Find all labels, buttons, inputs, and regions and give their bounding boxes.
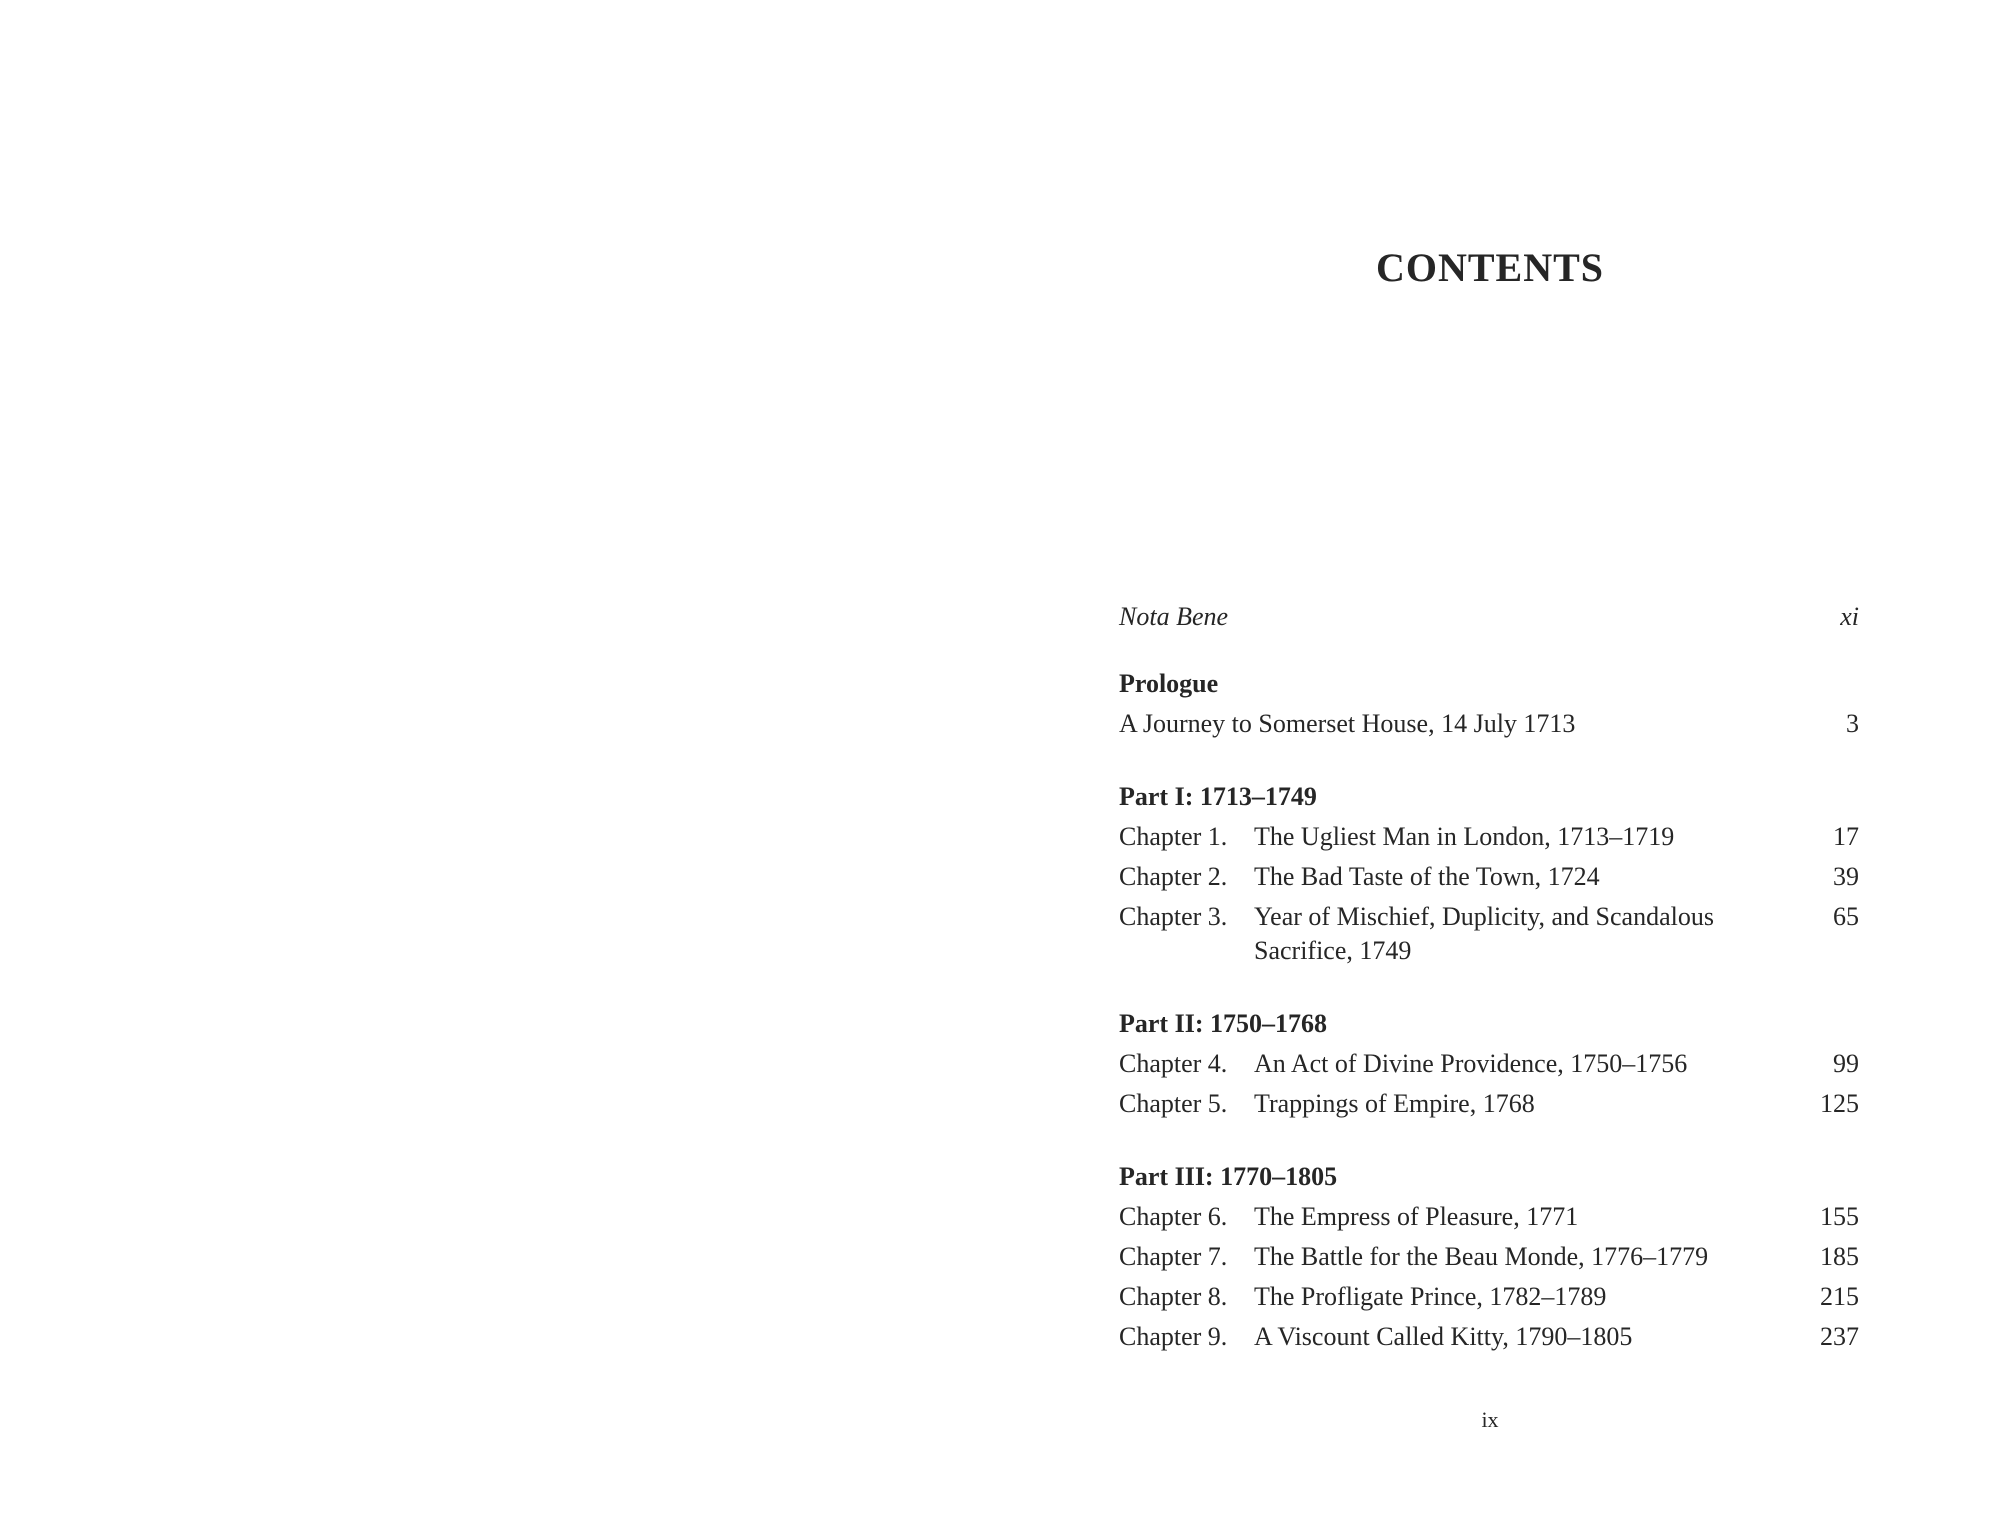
- toc-entry-chapter: [1119, 1280, 1859, 1320]
- part-heading: Part III: 1770–1805: [1119, 1162, 1338, 1191]
- chapter-page: 39: [1833, 862, 1859, 891]
- chapter-label: Chapter 5.: [1119, 1089, 1228, 1118]
- chapter-label: Chapter 9.: [1119, 1322, 1228, 1351]
- chapter-label: Chapter 3.: [1119, 902, 1228, 931]
- chapter-page: 65: [1833, 902, 1859, 931]
- chapter-title: Year of Mischief, Duplicity, and Scandalous Sacrifice, 1749: [1254, 902, 1714, 965]
- toc-entry-page: 3: [1846, 709, 1859, 738]
- part-heading: Part II: 1750–1768: [1119, 1009, 1327, 1038]
- chapter-title: The Empress of Pleasure, 1771: [1254, 1202, 1579, 1231]
- toc-entry-chapter: [1119, 900, 1859, 974]
- toc-entry-chapter: [1119, 1240, 1859, 1280]
- chapter-label: Chapter 8.: [1119, 1282, 1228, 1311]
- chapter-label: Chapter 1.: [1119, 822, 1228, 851]
- page-title: CONTENTS: [1375, 245, 1605, 290]
- toc-entry-chapter: [1119, 1087, 1859, 1127]
- chapter-label: Chapter 2.: [1119, 862, 1228, 891]
- chapter-title: An Act of Divine Providence, 1750–1756: [1254, 1049, 1688, 1078]
- chapter-title: The Profligate Prince, 1782–1789: [1254, 1282, 1607, 1311]
- toc-entry-chapter: [1119, 820, 1859, 860]
- toc-entry-title: Nota Bene: [1119, 602, 1229, 631]
- chapter-page: 215: [1820, 1282, 1859, 1311]
- toc-entry-page: xi: [1840, 602, 1859, 631]
- chapter-page: 125: [1820, 1089, 1859, 1118]
- toc-entry-chapter: [1119, 1047, 1859, 1087]
- page-number: ix: [1481, 1407, 1499, 1432]
- chapter-label: Chapter 6.: [1119, 1202, 1228, 1231]
- chapter-title: The Battle for the Beau Monde, 1776–1779: [1254, 1242, 1709, 1271]
- toc-entry-chapter: [1119, 1200, 1859, 1240]
- chapter-title: A Viscount Called Kitty, 1790–1805: [1254, 1322, 1633, 1351]
- toc-entry-nota-bene: [1119, 600, 1859, 640]
- chapter-page: 155: [1820, 1202, 1859, 1231]
- chapter-page: 237: [1820, 1322, 1859, 1351]
- part-heading: Part I: 1713–1749: [1119, 782, 1317, 811]
- prologue-heading: Prologue: [1119, 669, 1219, 698]
- table-of-contents: [1119, 600, 1859, 1360]
- chapter-title: The Ugliest Man in London, 1713–1719: [1254, 822, 1675, 851]
- toc-entry-prologue: [1119, 707, 1859, 747]
- chapter-label: Chapter 4.: [1119, 1049, 1228, 1078]
- chapter-page: 185: [1820, 1242, 1859, 1271]
- chapter-page: 99: [1833, 1049, 1859, 1078]
- chapter-label: Chapter 7.: [1119, 1242, 1228, 1271]
- toc-entry-chapter: [1119, 1320, 1859, 1360]
- toc-entry-chapter: [1119, 860, 1859, 900]
- chapter-title: Trappings of Empire, 1768: [1254, 1089, 1535, 1118]
- chapter-page: 17: [1833, 822, 1859, 851]
- chapter-title: The Bad Taste of the Town, 1724: [1254, 862, 1600, 891]
- toc-entry-title: A Journey to Somerset House, 14 July 1713: [1119, 709, 1576, 738]
